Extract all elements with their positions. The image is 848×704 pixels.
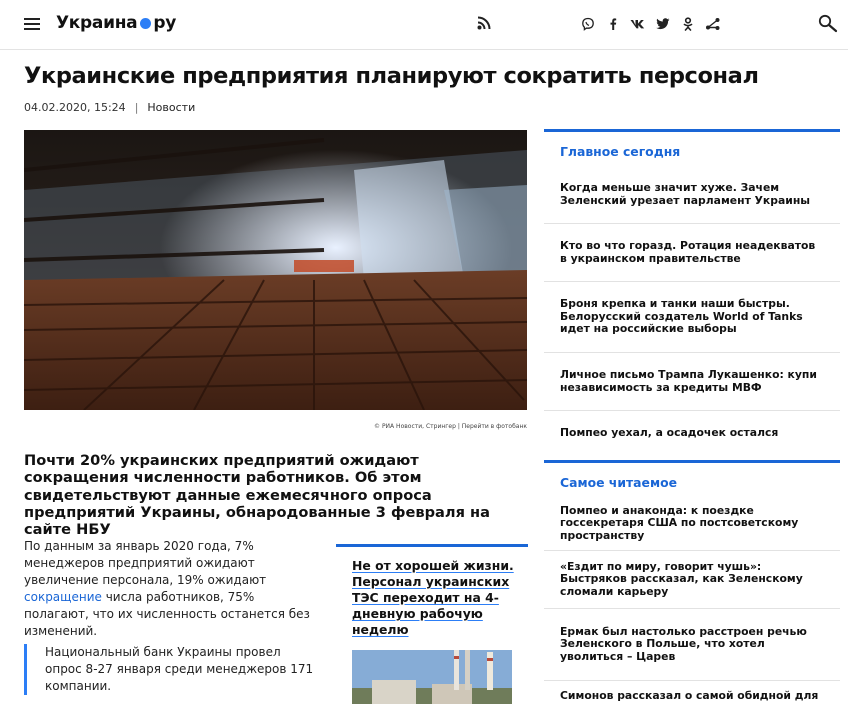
rss-icon[interactable] [477, 16, 491, 30]
twitter-icon[interactable] [653, 14, 673, 34]
article-meta [24, 101, 195, 114]
para-text-before: По данным за январь 2020 года, 7% менеджеров предприятий ожидают увеличение персонала, 19% ожидают [24, 539, 267, 587]
facebook-icon[interactable] [603, 14, 623, 34]
article-quote: Национальный банк Украины провел опрос 8-27 января среди менеджеров 171 компании. [24, 644, 320, 695]
photo-credit[interactable]: © РИА Новости, Стрингер | Перейти в фотобанк [374, 423, 527, 430]
power-plant-image [352, 650, 512, 704]
site-logo[interactable] [56, 13, 176, 33]
reduction-link[interactable]: сокращение [24, 590, 102, 604]
main-today-item[interactable]: Кто во что горазд. Ротация неадекватов в украинском правительстве [544, 224, 840, 282]
article-hero-image[interactable] [24, 130, 527, 410]
related-article-title[interactable]: Не от хорошей жизни. Персонал украинских ТЭС переходит на 4-дневную рабочую неделю [352, 558, 514, 637]
logo-text-left: Украина [56, 13, 138, 33]
menu-icon[interactable] [24, 18, 40, 30]
factory-hall-image [24, 130, 527, 410]
most-read-item[interactable]: Симонов рассказал о самой обидной для [560, 688, 819, 702]
main-today-item[interactable]: Когда меньше значит хуже. Зачем Зеленский урезает парламент Украины [544, 166, 840, 224]
viber-icon[interactable] [578, 14, 598, 34]
social-links [578, 14, 728, 34]
related-article[interactable] [336, 544, 528, 638]
main-today-item[interactable]: Броня крепка и танки наши быстры. Белорусский создатель World of Tanks идет на российские выборы [544, 282, 840, 353]
article-title: Украинские предприятия планируют сократить персонал [24, 63, 759, 89]
main-today-item[interactable]: Личное письмо Трампа Лукашенко: купи независимость за кредиты МВФ [544, 353, 840, 411]
article-paragraph [24, 538, 320, 640]
logo-dot-icon [140, 18, 151, 29]
meta-separator: | [134, 101, 139, 114]
article-category-link[interactable]: Новости [147, 101, 196, 114]
most-read-item[interactable]: Ермак был настолько расстроен речью Зеленского в Польше, что хотел уволиться – Царев [544, 609, 840, 681]
search-icon[interactable] [818, 14, 838, 34]
site-header [0, 0, 848, 50]
logo-text-right: ру [153, 13, 176, 33]
main-today-widget [544, 129, 840, 455]
most-read-widget [544, 460, 840, 704]
share-icon[interactable] [703, 14, 723, 34]
article-lead: Почти 20% украинских предприятий ожидают сокращения численности работников. Об этом свидетельствуют данные ежемесячного опроса предприятий Украины, обнародованные 3 февраля на сайте НБУ [24, 452, 490, 539]
most-read-item[interactable]: Помпео и анаконда: к поездке госсекретаря США по постсоветскому пространству [544, 497, 840, 551]
related-article-image[interactable] [352, 650, 512, 704]
most-read-item[interactable]: «Ездит по миру, говорит чушь»: Быстряков рассказал, как Зеленскому сломали карьеру [544, 551, 840, 609]
article-date: 04.02.2020, 15:24 [24, 101, 126, 114]
main-today-item[interactable]: Помпео уехал, а осадочек остался [560, 425, 779, 439]
main-today-heading[interactable]: Главное сегодня [560, 144, 681, 159]
most-read-heading[interactable]: Самое читаемое [560, 475, 677, 490]
para-text-after: числа работников, 75% полагают, что их численность останется без изменений. [24, 590, 310, 638]
odnoklassniki-icon[interactable] [678, 14, 698, 34]
vk-icon[interactable] [628, 14, 648, 34]
